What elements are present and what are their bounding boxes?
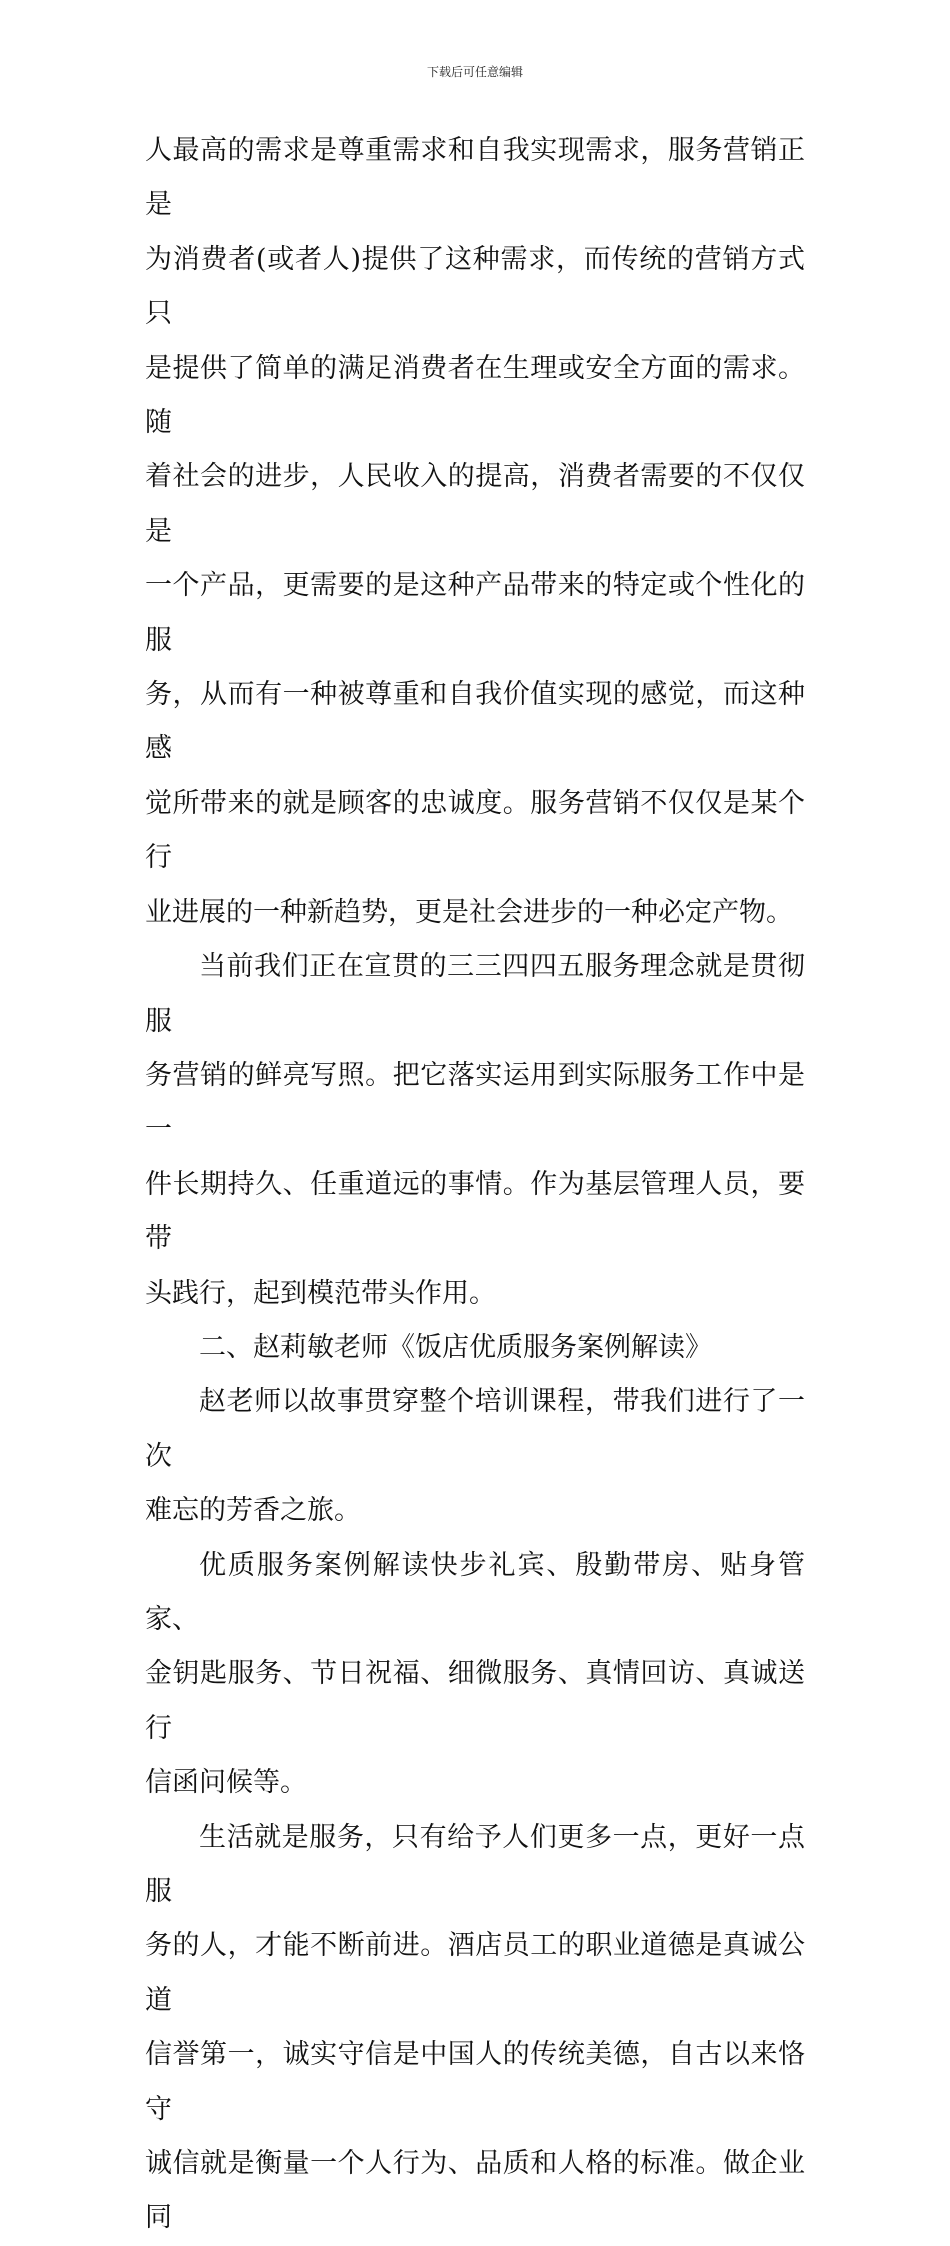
page-header: 下载后可任意编辑 — [426, 65, 523, 79]
text-line: 一个产品，更需要的是这种产品带来的特定或个性化的服 — [145, 570, 805, 656]
text-line: 信函问候等。 — [145, 1767, 307, 1799]
section-heading — [145, 1321, 805, 1375]
text-line: 是提供了简单的满足消费者在生理或安全方面的需求。随 — [145, 352, 805, 439]
document-body — [145, 124, 805, 2246]
paragraph-2 — [145, 940, 805, 1321]
text-line: 诚信就是衡量一个人行为、品质和人格的标准。做企业同 — [145, 2148, 805, 2234]
text-line: 务营销的鲜亮写照。把它落实运用到实际服务工作中是一 — [145, 1059, 805, 1146]
text-line: 觉所带来的就是顾客的忠诚度。服务营销不仅仅是某个行 — [145, 787, 805, 874]
text-line: 信誉第一，诚实守信是中国人的传统美德，自古以来恪守 — [145, 2039, 805, 2125]
text-line: 优质服务案例解读快步礼宾、殷勤带房、贴身管家、 — [145, 1549, 805, 1635]
text-line: 为消费者(或者人)提供了这种需求，而传统的营销方式只 — [145, 243, 805, 330]
text-line: 务，从而有一种被尊重和自我价值实现的感觉，而这种感 — [145, 679, 805, 765]
paragraph-3 — [145, 1375, 805, 1538]
text-line: 当前我们正在宣贯的三三四四五服务理念就是贯彻服 — [145, 951, 805, 1037]
text-line: 难忘的芳香之旅。 — [145, 1495, 361, 1527]
text-line: 金钥匙服务、节日祝福、细微服务、真情回访、真诚送行 — [145, 1658, 805, 1744]
text-line: 着社会的进步，人民收入的提高，消费者需要的不仅仅是 — [145, 461, 805, 547]
paragraph-5 — [145, 1811, 805, 2246]
text-line: 业进展的一种新趋势，更是社会进步的一种必定产物。 — [145, 896, 793, 928]
text-line: 二、赵莉敏老师《饭店优质服务案例解读》 — [199, 1331, 712, 1363]
paragraph-4 — [145, 1539, 805, 1811]
text-line: 件长期持久、任重道远的事情。作为基层管理人员，要带 — [145, 1168, 805, 1255]
text-line: 头践行，起到模范带头作用。 — [145, 1277, 496, 1309]
paragraph-1 — [145, 124, 805, 940]
text-line: 赵老师以故事贯穿整个培训课程，带我们进行了一次 — [145, 1386, 805, 1472]
text-line: 务的人，才能不断前进。酒店员工的职业道德是真诚公道 — [145, 1930, 805, 2016]
text-line: 人最高的需求是尊重需求和自我实现需求，服务营销正是 — [145, 135, 805, 221]
text-line: 生活就是服务，只有给予人们更多一点，更好一点服 — [145, 1821, 805, 1907]
